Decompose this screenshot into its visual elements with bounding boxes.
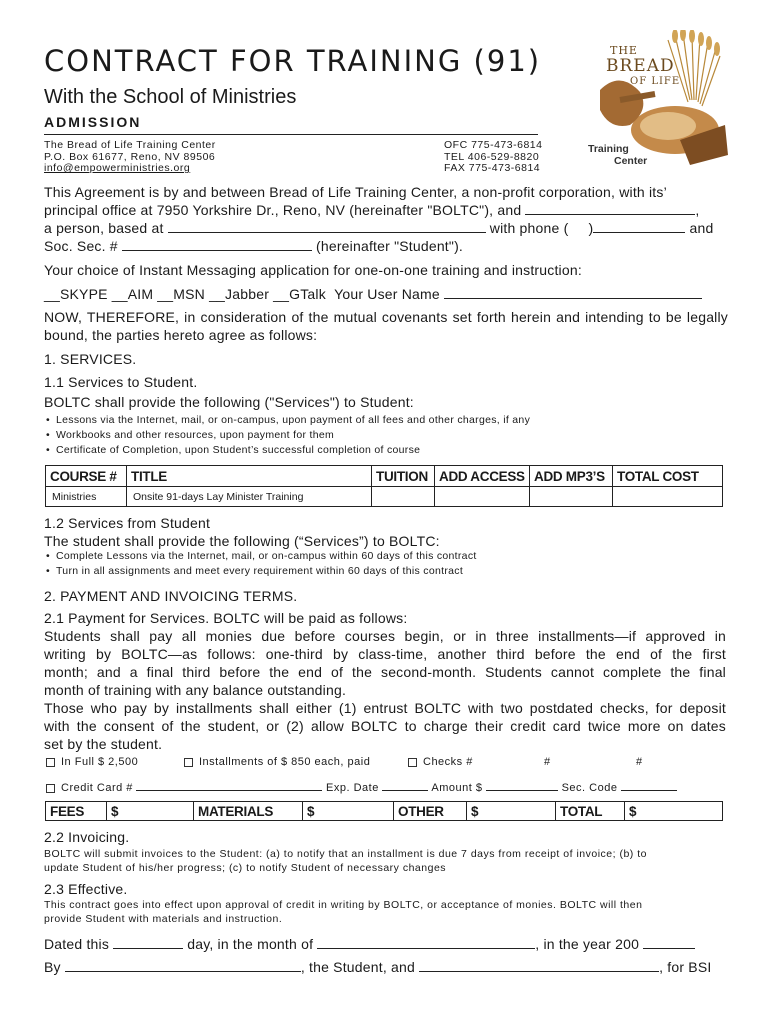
col-add-mp3: ADD MP3’S: [530, 466, 613, 487]
messaging-options[interactable]: __SKYPE __AIM __MSN __Jabber __GTalk: [44, 286, 326, 302]
logo-of-life: OF LIFE: [630, 76, 681, 87]
other-label: OTHER: [394, 802, 467, 821]
check-number-2[interactable]: #: [544, 756, 551, 768]
page-subtitle: With the School of Ministries: [44, 86, 297, 108]
credit-card-field[interactable]: [136, 778, 322, 791]
exp-date-field[interactable]: [382, 778, 428, 791]
checkbox[interactable]: [184, 758, 193, 767]
email-link[interactable]: info@empowerministries.org: [44, 162, 191, 174]
month-field[interactable]: [317, 936, 535, 949]
services-to-student-intro: BOLTC shall provide the following ("Services") to Student:: [44, 394, 414, 410]
payment-option-installments[interactable]: Installments of $ 850 each, paid: [184, 757, 370, 769]
intro-line: This Agreement is by and between Bread of Life Training Center, a non-profit corporation, with its’: [44, 184, 667, 200]
contact-line: OFC 775-473-6814: [444, 139, 543, 151]
now-therefore-paragraph: NOW, THEREFORE, in consideration of the mutual covenants set forth herein and intending to be legally bound, the parties hereto agree as follows:: [44, 309, 728, 343]
other-amount[interactable]: $: [467, 802, 556, 821]
student-signature-field[interactable]: [65, 959, 301, 972]
invoicing-heading: 2.2 Invoicing.: [44, 829, 130, 845]
address-line: P.O. Box 61677, Reno, NV 89506: [44, 150, 216, 163]
payment-option-full[interactable]: In Full $ 2,500: [46, 757, 138, 769]
page-title: CONTRACT FOR TRAINING (91): [44, 44, 542, 78]
payment-paragraph-1-end: month of training with any balance outstanding.: [44, 682, 347, 698]
logo-training: Training: [588, 143, 629, 155]
table-header-row: [46, 466, 723, 487]
checkbox[interactable]: [408, 758, 417, 767]
payment-paragraph-2-end: set by the student.: [44, 736, 163, 752]
address-field[interactable]: [168, 220, 486, 233]
dated-line: Dated this day, in the month of , in the year 200: [44, 935, 695, 953]
section-heading-admission: ADMISSION: [44, 114, 142, 130]
payment-paragraph-1: Students shall pay all monies due before courses begin, or in three installments—if approved in writing by BOLTC—as follows: one-third by class-time, another third before the end of the first month; and a final third before the end of the second-month. Students cannot complete the final: [44, 628, 726, 680]
checkbox[interactable]: [46, 784, 55, 793]
col-tuition: TUITION: [372, 466, 435, 487]
col-total-cost: TOTAL COST: [613, 466, 723, 487]
contact-block: [444, 140, 542, 175]
address-block: [44, 140, 216, 175]
list-item: • Certificate of Completion, upon Student’s successful completion of course: [46, 443, 530, 458]
intro-line: Soc. Sec. # (hereinafter "Student").: [44, 238, 464, 254]
col-title: TITLE: [127, 466, 372, 487]
contact-line: FAX 775-473-6814: [444, 162, 541, 174]
materials-amount[interactable]: $: [303, 802, 394, 821]
list-item: • Turn in all assignments and meet every requirement within 60 days of this contract: [46, 564, 477, 579]
check-number-3[interactable]: #: [636, 756, 643, 768]
phone-field[interactable]: [593, 220, 685, 233]
intro-line: principal office at 7950 Yorkshire Dr., Reno, NV (hereinafter "BOLTC"), and ,: [44, 202, 700, 218]
table-row: [46, 487, 723, 507]
payment-paragraph-2: Those who pay by installments shall either (1) entrust BOLTC with two postdated checks, for deposit with the consent of the student, or (2) allow BOLTC to charge their credit card twice more on dates: [44, 700, 726, 734]
list-item: • Workbooks and other resources, upon payment for them: [46, 428, 530, 443]
invoicing-text: BOLTC will submit invoices to the Student: (a) to notify that an installment is due 7 days from receipt of invoice; (b) to update Student of his/her progress; (c) to notify Student of necessary changes: [44, 848, 647, 874]
services-heading: 1. SERVICES.: [44, 351, 137, 367]
col-add-access: ADD ACCESS: [435, 466, 530, 487]
services-to-student-heading: 1.1 Services to Student.: [44, 374, 198, 390]
checkbox[interactable]: [46, 758, 55, 767]
cell-total-cost[interactable]: [613, 487, 723, 507]
bread-of-life-logo: [580, 30, 730, 170]
cell-add-access[interactable]: [435, 487, 530, 507]
logo-bread: BREAD: [606, 56, 675, 76]
cell-tuition[interactable]: [372, 487, 435, 507]
fees-amount[interactable]: $: [107, 802, 194, 821]
by-line: By , the Student, and , for BSI: [44, 959, 712, 975]
day-field[interactable]: [113, 936, 183, 949]
credit-card-line: Credit Card # Exp. Date Amount $ Sec. Code: [46, 778, 677, 795]
area-code-field[interactable]: [573, 221, 589, 233]
logo-center: Center: [614, 155, 648, 167]
cell-add-mp3[interactable]: [530, 487, 613, 507]
effective-text: This contract goes into effect upon approval of credit in writing by BOLTC, or acceptance of monies. BOLTC will then provide Student with materials and instruction.: [44, 899, 643, 925]
ssn-field[interactable]: [122, 238, 312, 251]
materials-label: MATERIALS: [194, 802, 303, 821]
party-name-field[interactable]: [525, 202, 695, 215]
username-field[interactable]: [444, 286, 702, 299]
messaging-options-line: __SKYPE __AIM __MSN __Jabber __GTalk Your User Name: [44, 285, 734, 303]
sec-code-field[interactable]: [621, 778, 677, 791]
cell-title: Onsite 91-days Lay Minister Training: [127, 487, 372, 507]
total-label: TOTAL: [556, 802, 625, 821]
services-from-student-heading: 1.2 Services from Student: [44, 515, 211, 531]
table-row: [46, 802, 723, 821]
contact-line: TEL 406-529-8820: [444, 150, 540, 163]
year-field[interactable]: [643, 936, 695, 949]
effective-heading: 2.3 Effective.: [44, 881, 128, 897]
services-from-student-list: [46, 549, 477, 579]
services-to-student-list: [46, 413, 530, 458]
course-table: [45, 465, 723, 507]
intro-paragraph: [44, 183, 734, 255]
messaging-question: Your choice of Instant Messaging application for one-on-one training and instruction:: [44, 262, 582, 278]
intro-line: a person, based at with phone ( ) and: [44, 220, 714, 236]
fees-label: FEES: [46, 802, 107, 821]
divider: [44, 134, 538, 135]
services-from-student-intro: The student shall provide the following (“Services”) to BOLTC:: [44, 533, 440, 549]
fees-table: [45, 801, 723, 821]
list-item: • Complete Lessons via the Internet, mail, or on-campus within 60 days of this contract: [46, 549, 477, 564]
payment-for-services-heading: 2.1 Payment for Services. BOLTC will be paid as follows:: [44, 610, 408, 626]
logo-the: THE: [610, 44, 638, 57]
list-item: • Lessons via the Internet, mail, or on-campus, upon payment of all fees and other charges, if any: [46, 413, 530, 428]
total-amount[interactable]: $: [625, 802, 723, 821]
address-line: The Bread of Life Training Center: [44, 139, 216, 151]
amount-field[interactable]: [486, 778, 558, 791]
col-course: COURSE #: [46, 466, 127, 487]
bsi-signature-field[interactable]: [419, 959, 659, 972]
cell-course: Ministries: [46, 487, 127, 507]
payment-option-checks[interactable]: Checks #: [408, 757, 473, 769]
messaging-section: [44, 261, 734, 303]
payment-heading: 2. PAYMENT AND INVOICING TERMS.: [44, 588, 298, 604]
